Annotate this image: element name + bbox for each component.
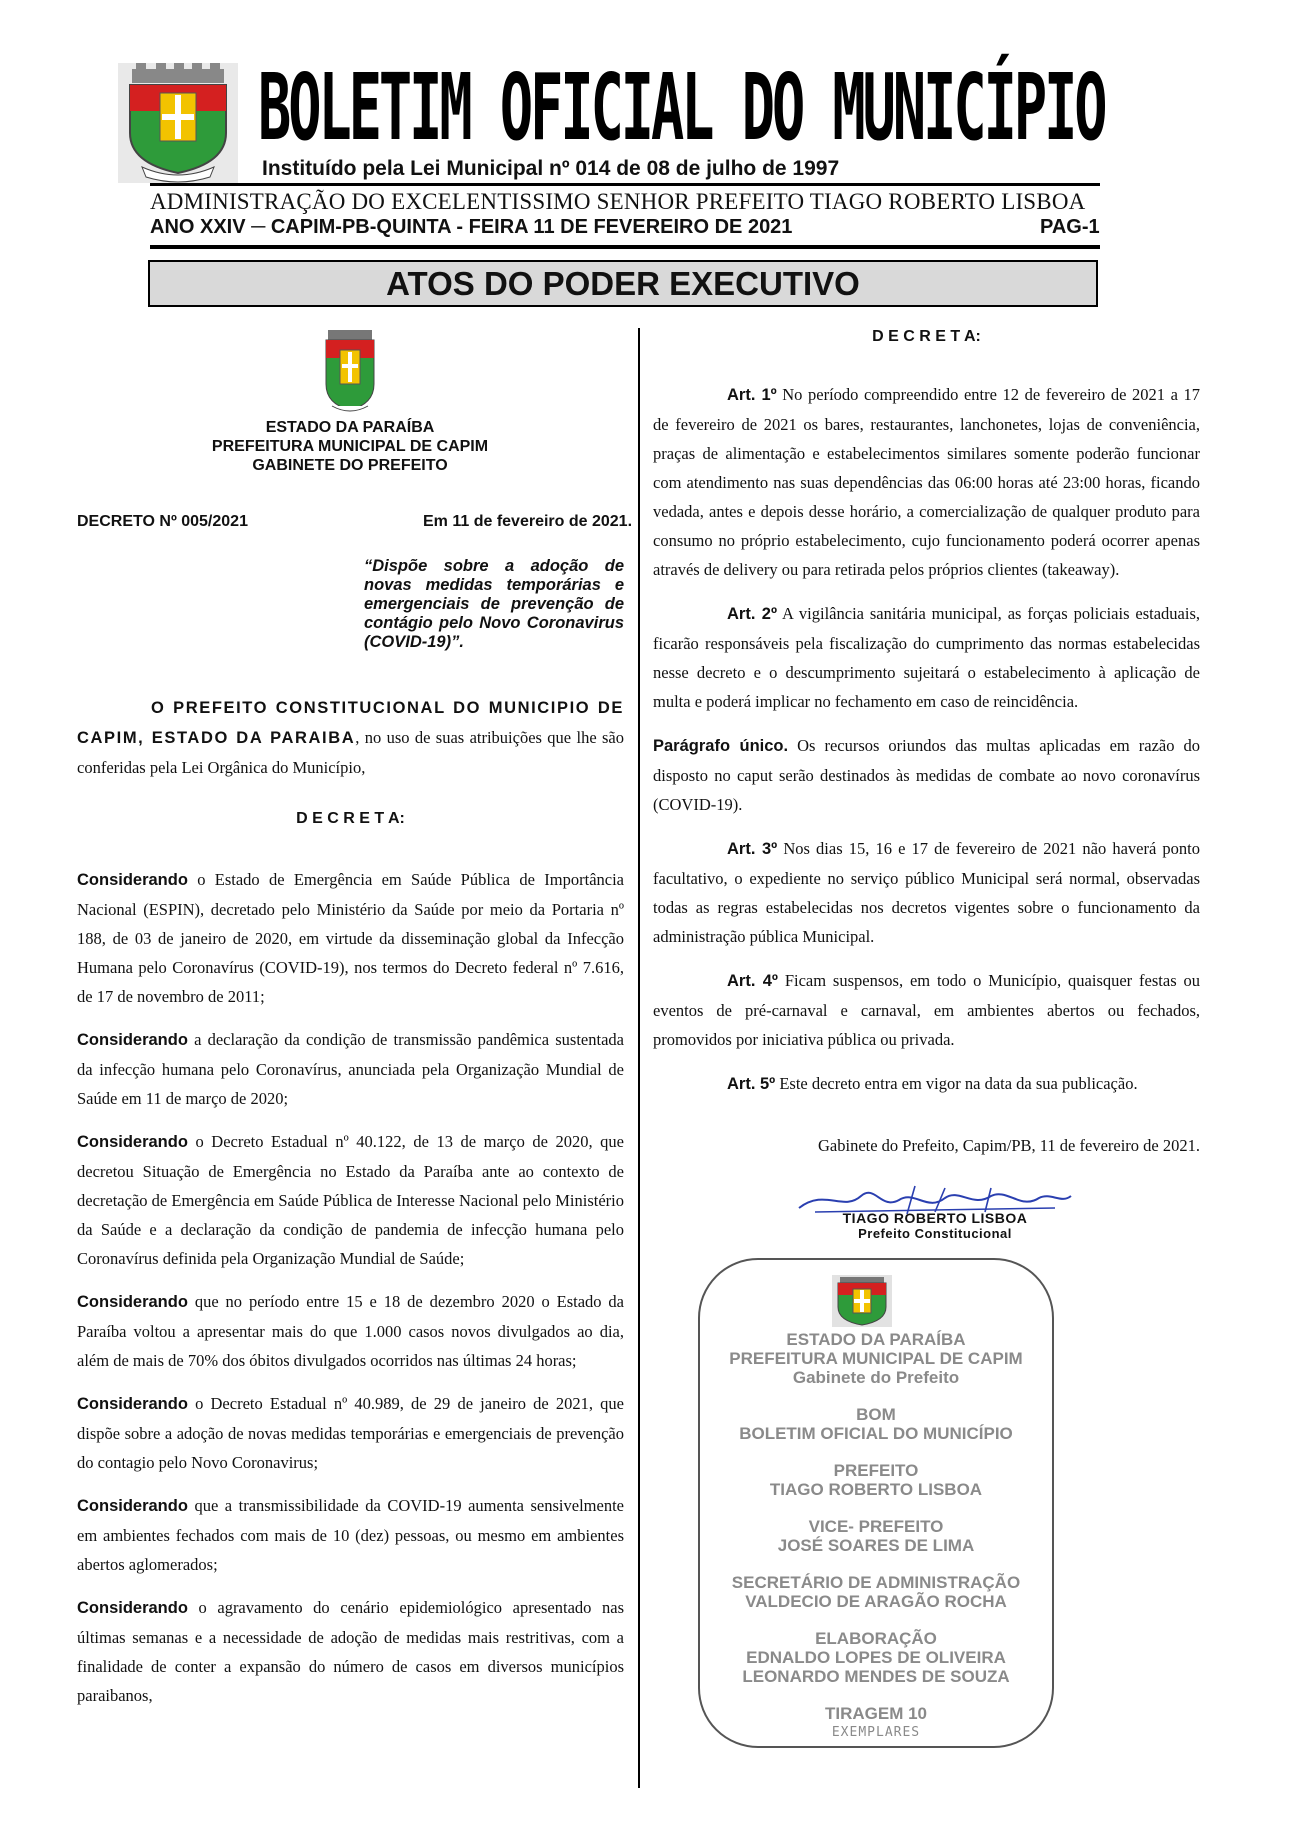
small-coat-of-arms-icon <box>322 328 378 416</box>
decree-date: Em 11 de fevereiro de 2021. <box>423 513 633 530</box>
considerando-4: Considerando que no período entre 15 e 18 de dezembro 2020 o Estado da Paraíba voltou a apresentar mais do que 1.000 casos novos divulgados ao dia, além de mais de 70% dos óbitos divulgados ocorridos nas últimas 24 horas; <box>77 1292 624 1370</box>
prefeitura-name: PREFEITURA MUNICIPAL DE CAPIM <box>211 438 489 455</box>
decreta-heading-left: D E C R E T A: <box>296 810 405 827</box>
intro-rest: , no uso de suas atribuições que lhe são conferidas pela Lei Orgânica do Município, <box>77 728 624 777</box>
masthead-rule <box>150 183 1100 186</box>
intro-bold: O PREFEITO CONSTITUCIONAL DO MUNICIPIO DE CAPIM, ESTADO DA PARAIBA <box>77 699 624 747</box>
stamp-bom: BOM <box>856 1405 896 1424</box>
administration-line: ADMINISTRAÇÃO DO EXCELENTISSIMO SENHOR PREFEITO TIAGO ROBERTO LISBOA <box>150 189 1086 214</box>
considerando-3: Considerando o Decreto Estadual nº 40.122, de 13 de março de 2020, que decretou Situação de Emergência no Estado da Paraíba ante ao contexto de decretação de Emergência em Saúde Pública de Interesse Nacional pelo Ministério da Saúde e a declaração da condição de pandemia de infecção humana pelo Coronavírus definida pela Organização Mundial de Saúde; <box>77 1132 624 1268</box>
stamp-secretario-label: SECRETÁRIO DE ADMINISTRAÇÃO <box>731 1573 1021 1592</box>
masthead-bottom-rule <box>150 245 1100 249</box>
newspaper-title: BOLETIM OFICIAL DO MUNICÍPIO <box>258 54 1105 161</box>
stamp-elaboracao-name-2: LEONARDO MENDES DE SOUZA <box>742 1667 1010 1686</box>
stamp-tiragem: TIRAGEM 10 <box>824 1704 928 1723</box>
stamp-boletim: BOLETIM OFICIAL DO MUNICÍPIO <box>739 1424 1013 1443</box>
decree-intro <box>77 693 624 782</box>
stamp-prefeito-label: PREFEITO <box>833 1461 919 1480</box>
considerando-list <box>77 865 624 1710</box>
gabinete-name: GABINETE DO PREFEITO <box>252 457 448 474</box>
stamp-vice-label: VICE- PREFEITO <box>808 1517 944 1536</box>
signature-role: Prefeito Constitucional <box>858 1226 1012 1241</box>
considerando-5: Considerando o Decreto Estadual nº 40.989, de 29 de janeiro de 2021, que dispõe sobre a adoção de novas medidas temporárias e emergenciais de prevenção do contagio pelo Novo Coronavirus; <box>77 1394 624 1472</box>
considerando-2: Considerando a declaração da condição de transmissão pandêmica sustentada da infecção humana pelo Coronavírus, anunciada pela Organização Mundial de Saúde em 11 de março de 2020; <box>77 1030 624 1108</box>
closing-line: Gabinete do Prefeito, Capim/PB, 11 de fevereiro de 2021. <box>818 1136 1200 1155</box>
considerando-1: Considerando o Estado de Emergência em Saúde Pública de Importância Nacional (ESPIN), decretado pelo Ministério da Saúde por meio da Portaria nº 188, de 03 de janeiro de 2020, em virtude da disseminação global da Infecção Humana pelo Coronavírus (COVID-19), nos termos do Decreto federal nº 7.616, de 17 de novembro de 2011; <box>77 870 624 1006</box>
masthead-subtitle: Instituído pela Lei Municipal nº 014 de 08 de julho de 1997 <box>262 157 840 180</box>
edition-line: ANO XXIV ─ CAPIM-PB-QUINTA - FEIRA 11 DE FEVEREIRO DE 2021 <box>150 216 793 238</box>
stamp-vice-name: JOSÉ SOARES DE LIMA <box>777 1536 975 1555</box>
paragrafo-unico: Parágrafo único. Os recursos oriundos das multas aplicadas em razão do disposto no caput serão destinados às medidas de combate ao novo coronavírus (COVID-19). <box>653 736 1200 814</box>
stamp-gabinete: Gabinete do Prefeito <box>792 1368 960 1387</box>
article-3: Art. 3º Nos dias 15, 16 e 17 de fevereiro de 2021 não haverá ponto facultativo, o expediente no serviço público Municipal será normal, observadas todas as regras estabelecidas nos decretos vigentes sobre o funcionamento da administração pública Municipal. <box>653 839 1200 946</box>
article-2: Art. 2º A vigilância sanitária municipal, as forças policiais estaduais, ficarão responsáveis pela fiscalização do cumprimento das normas estabelecidas nesse decreto e o descumprimento sujeitará o estabelecimento à aplicação de multa e poderá implicar no fechamento em caso de reincidência. <box>653 604 1201 711</box>
state-name: ESTADO DA PARAÍBA <box>265 419 435 436</box>
stamp-exemplares: EXEMPLARES <box>831 1725 921 1740</box>
stamp-secretario-name: VALDECIO DE ARAGÃO ROCHA <box>745 1592 1007 1611</box>
page-number: PAG-1 <box>1040 216 1100 238</box>
considerando-6: Considerando que a transmissibilidade da COVID-19 aumenta sensivelmente em ambientes fechados com mais de 10 (dez) pessoas, ou mesmo em ambientes abertos aglomerados; <box>77 1496 624 1574</box>
column-divider <box>638 328 640 1788</box>
stamp-coat-of-arms-icon <box>832 1275 892 1327</box>
decree-ementa: “Dispõe sobre a adoção de novas medidas temporárias e emergenciais de prevenção de contágio pelo Novo Coronavirus (COVID-19)”. <box>364 557 624 651</box>
section-title: ATOS DO PODER EXECUTIVO <box>148 260 1098 307</box>
signature-name: TIAGO ROBERTO LISBOA <box>842 1210 1028 1226</box>
decree-number: DECRETO Nº 005/2021 <box>77 513 248 530</box>
decreta-heading-right: D E C R E T A: <box>872 328 981 345</box>
stamp-state: ESTADO DA PARAÍBA <box>786 1330 966 1349</box>
stamp-elaboracao-label: ELABORAÇÃO <box>815 1629 937 1648</box>
coat-of-arms-logo <box>118 63 238 183</box>
stamp-prefeito-name: TIAGO ROBERTO LISBOA <box>769 1480 983 1499</box>
articles-list <box>653 380 1200 1099</box>
article-5: Art. 5º Este decreto entra em vigor na data da sua publicação. <box>727 1074 1138 1093</box>
article-4: Art. 4º Ficam suspensos, em todo o Município, quaisquer festas ou eventos de pré-carnaval e carnaval, em ambientes abertos ou fechados, promovidos por iniciativa pública ou privada. <box>653 971 1200 1049</box>
considerando-7: Considerando o agravamento do cenário epidemiológico apresentado nas últimas semanas e a necessidade de adoção de medidas mais restritivas, com a finalidade de conter a expansão do número de casos em diversos municípios paraibanos, <box>77 1598 624 1705</box>
article-1: Art. 1º No período compreendido entre 12 de fevereiro de 2021 a 17 de fevereiro de 2021 os bares, restaurantes, lanchonetes, lojas de conveniência, praças de alimentação e estabelecimentos similares somente poderão funcionar com atendimento nas suas dependências das 06:00 horas até 23:00 horas, ficando vedada, antes e depois desse horário, a comercialização de qualquer produto para consumo no próprio estabelecimento, cujo funcionamento poderá ocorrer apenas através de delivery ou para retirada pelos próprios clientes (takeaway). <box>653 385 1201 579</box>
stamp-prefeitura: PREFEITURA MUNICIPAL DE CAPIM <box>729 1349 1023 1368</box>
stamp-elaboracao-name-1: EDNALDO LOPES DE OLIVEIRA <box>746 1648 1006 1667</box>
